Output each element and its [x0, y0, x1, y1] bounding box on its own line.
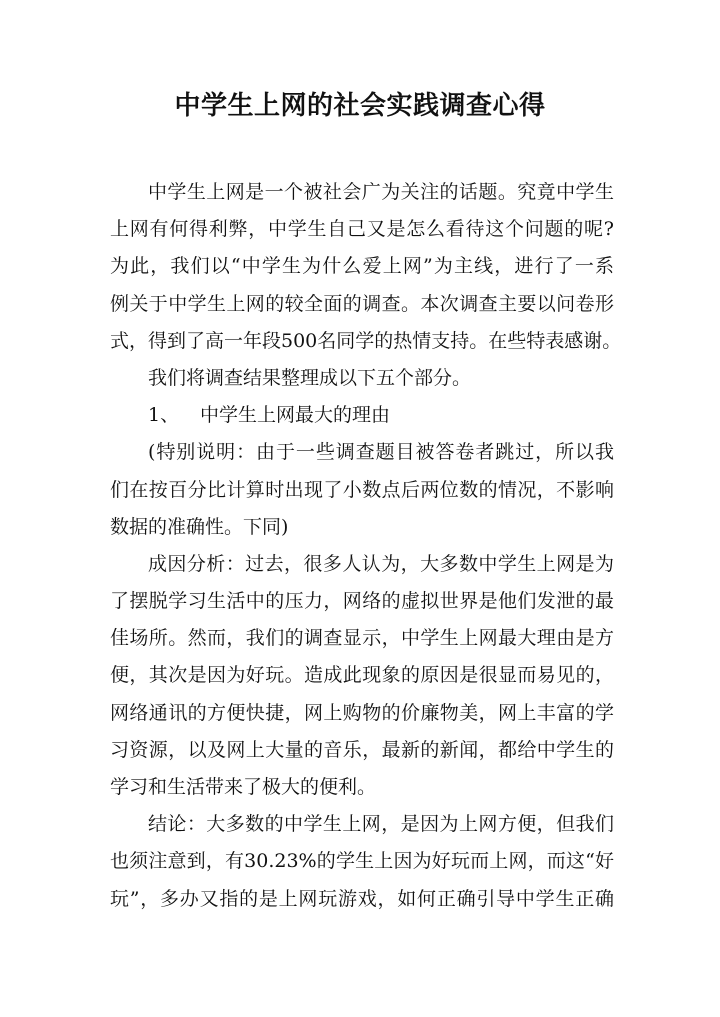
paragraph-line: 结论：大多数的中学生上网，是因为上网方便，但我们 [148, 813, 614, 836]
paragraph-line: 网络通讯的方便快捷，网上购物的价廉物美，网上丰富的学 [110, 701, 614, 724]
paragraph-line: 成因分析：过去，很多人认为，大多数中学生上网是为 [148, 552, 614, 575]
paragraph-line: 玩”，多办又指的是上网玩游戏，如何正确引导中学生正确 [110, 887, 614, 910]
paragraph-line: 中学生上网是一个被社会广为关注的话题。究竟中学生 [148, 181, 614, 203]
paragraph-line: 我们将调查结果整理成以下五个部分。 [148, 366, 472, 389]
paragraph-line: 为此，我们以“中学生为什么爱上网”为主线，进行了一系 [110, 255, 614, 278]
document-title: 中学生上网的社会实践调查心得 [174, 91, 546, 121]
paragraph-line: 了摆脱学习生活中的压力，网络的虚拟世界是他们发泄的最 [110, 590, 614, 613]
section-heading [110, 397, 614, 434]
paragraph-line: 上网有何得利弊，中学生自己又是怎么看待这个问题的呢? [110, 218, 614, 241]
paragraph-line: 习资源，以及网上大量的音乐，最新的新闻，都给中学生的 [110, 738, 614, 761]
paragraph-line: 学习和生活带来了极大的便利。 [110, 776, 377, 798]
paragraph-line: 数据的准确性。下同) [110, 515, 289, 538]
paragraph-line: 便，其次是因为好玩。造成此现象的原因是很显而易见的， [110, 664, 614, 687]
paragraph-line: 佳场所。然而，我们的调查显示，中学生上网最大理由是方 [110, 627, 614, 650]
paragraph-line: (特别说明：由于一些调查题目被答卷者跳过，所以我 [148, 441, 614, 464]
paragraph-line: 们在按百分比计算时出现了小数点后两位数的情况，不影响 [110, 478, 614, 501]
document-body [110, 174, 622, 918]
paragraph-line: 式，得到了高一年段500名同学的热情支持。在些特表感谢。 [110, 329, 622, 352]
section-number: 1、 [148, 404, 180, 427]
paragraph-line: 也须注意到，有30.23%的学生上因为好玩而上网，而这“好 [110, 850, 614, 873]
paragraph-line: 例关于中学生上网的较全面的调查。本次调查主要以问卷形 [110, 292, 614, 315]
section-heading-text: 中学生上网最大的理由 [200, 404, 391, 427]
